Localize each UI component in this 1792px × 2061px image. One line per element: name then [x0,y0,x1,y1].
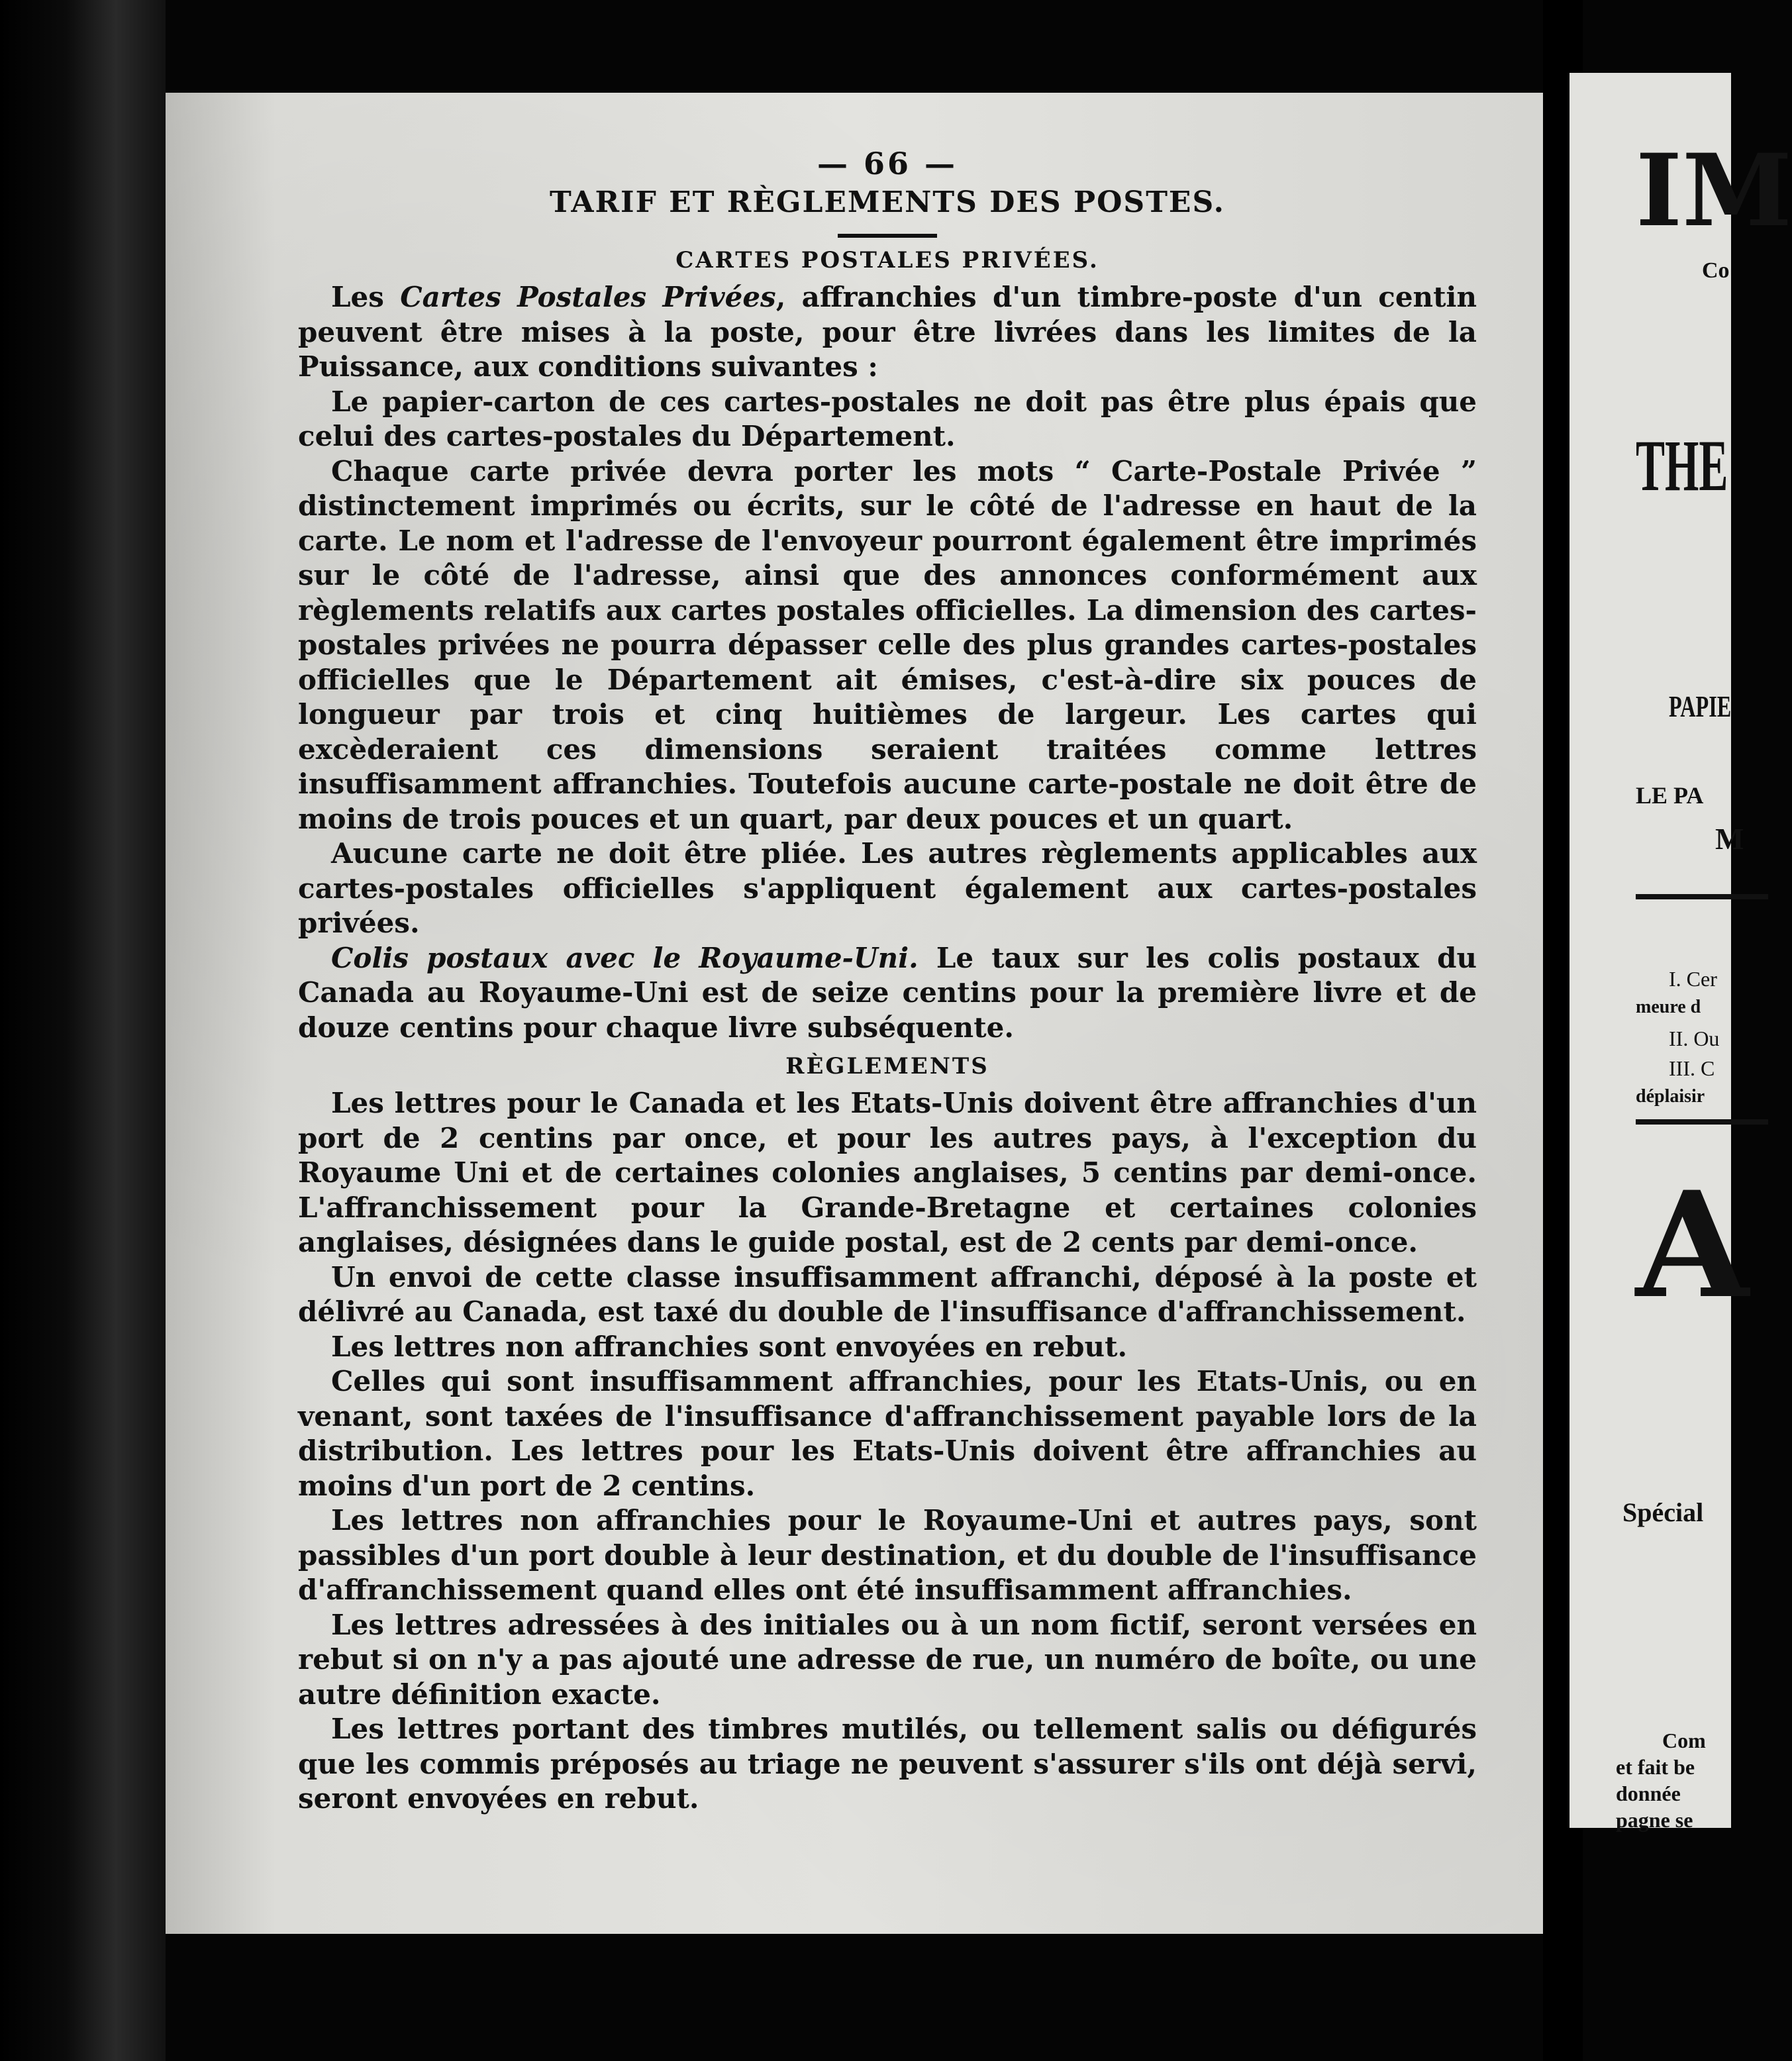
fragment-text: déplaisir [1636,1086,1705,1107]
fragment-text: M [1715,822,1744,856]
paragraph-carte-privee: Chaque carte privée devra porter les mots “ Carte-Postale Privée ” distinctement imprimés ou écrits, sur le côté de l'adresse en haut de la carte. Le nom et l'adresse de l'envoyeur pourront également être imprimés sur le côté de l'adresse, ainsi que des annonces conformément aux règlements relatifs aux cartes postales officielles. La dimension des cartes-postales privées ne pourra dépasser celle des plus grandes cartes-postales officielles que le Département ait émises, c'est-à-dire six pouces de longueur par trois et cinq huitièmes de largeur. Les cartes qui excèderaient ces dimensions seraient traitées comme lettres insuffisamment affranchies. Toutefois aucune carte-postale ne doit être de moins de trois pouces et un quart, par deux pouces et un quart. [298,454,1477,835]
fragment-text: III. C [1669,1056,1715,1080]
fragment-text: Co [1702,258,1730,283]
fragment-heading-im: IM [1636,132,1792,249]
paragraph-initiales: Les lettres adressées à des initiales ou à un nom fictif, seront versées en rebut si on n'y a pas ajouté une adresse de rue, un numéro de boîte, ou une autre définition exacte. [298,1608,1477,1711]
page-title: TARIF ET RÈGLEMENTS DES POSTES. [549,185,1225,219]
paragraph-colis [298,941,1477,1046]
paragraph-text: Le taux sur les colis postaux du Canada au Royaume-Uni est de seize centins pour la première livre et de douze centins pour chaque livre subséquente. [298,941,1477,1044]
paragraph-text: Les [331,281,401,313]
fragment-text: Com [1662,1729,1706,1752]
paragraph-timbres-mutiles: Les lettres portant des timbres mutilés, ou tellement salis ou défigurés que les commis préposés au triage ne peuvent s'assurer s'ils ont déjà servi, seront envoyées en rebut. [298,1713,1477,1815]
italic-term: Colis postaux avec le Royaume-Uni. [331,941,919,974]
fragment-text: LE PA [1636,782,1704,809]
fragment-text: II. Ou [1669,1027,1720,1050]
fragment-text: et fait be [1616,1755,1695,1779]
italic-term: Cartes Postales Privées [400,281,776,313]
page-number: — 66 — [817,146,958,181]
fragment-text: PAPIE [1669,689,1732,723]
paragraph-papier: Le papier-carton de ces cartes-postales ne doit pas être plus épais que celui des cartes-postales du Département. [298,385,1477,452]
fragment-text: meure d [1636,997,1701,1017]
right-page-fragment [1569,73,1792,1832]
paragraph-cartes-intro [298,280,1477,385]
fragment-text: Spécial [1622,1497,1704,1527]
fragment-heading-the: THE [1636,425,1728,506]
book-binding [0,0,166,2061]
paragraph-pliee: Aucune carte ne doit être pliée. Les autres règlements applicables aux cartes-postales officielles s'appliquent également aux cartes-postales privées. [298,837,1477,939]
paragraph-text: , affranchies d'un timbre-poste d'un centin peuvent être mises à la poste, pour être livrées dans les limites de la Puissance, aux conditions suivantes : [298,281,1477,383]
section-heading-reglements: RÈGLEMENTS [785,1053,989,1080]
paragraph-non-affranchies: Les lettres non affranchies sont envoyées en rebut. [331,1330,1128,1363]
left-page [166,93,1543,1934]
paragraph-lettres-canada: Les lettres pour le Canada et les Etats-Unis doivent être affranchies d'un port de 2 centins par once, et pour les autres pays, à l'exception du Royaume Uni et de certaines colonies anglaises, 5 centins par demi-once. L'affranchissement pour la Grande-Bretagne et certaines colonies anglaises, désignées dans le guide postal, est de 2 cents par demi-once. [298,1087,1477,1258]
fragment-text: donnée [1616,1782,1681,1805]
fragment-rule [1636,1119,1768,1125]
section-heading-cartes: CARTES POSTALES PRIVÉES. [675,247,1099,274]
fragment-text: I. Cer [1669,967,1717,991]
fragment-rule [1636,894,1768,899]
fragment-text: pagne se [1616,1808,1693,1832]
title-divider [838,234,937,238]
paragraph-royaume-uni: Les lettres non affranchies pour le Royaume-Uni et autres pays, sont passibles d'un port double à leur destination, et du double de l'insuffisance d'affranchissement quand elles ont été insuffisamment affranchies. [298,1504,1477,1606]
fragment-heading-a: A [1636,1159,1749,1331]
paragraph-envoi: Un envoi de cette classe insuffisamment affranchi, déposé à la poste et délivré au Canada, est taxé du double de l'insuffisance d'affranchissement. [298,1260,1477,1328]
paragraph-etats-unis: Celles qui sont insuffisamment affranchies, pour les Etats-Unis, ou en venant, sont taxées de l'insuffisance d'affranchissement payable lors de la distribution. Les lettres pour les Etats-Unis doivent être affranchies au moins d'un port de 2 centins. [298,1365,1477,1502]
